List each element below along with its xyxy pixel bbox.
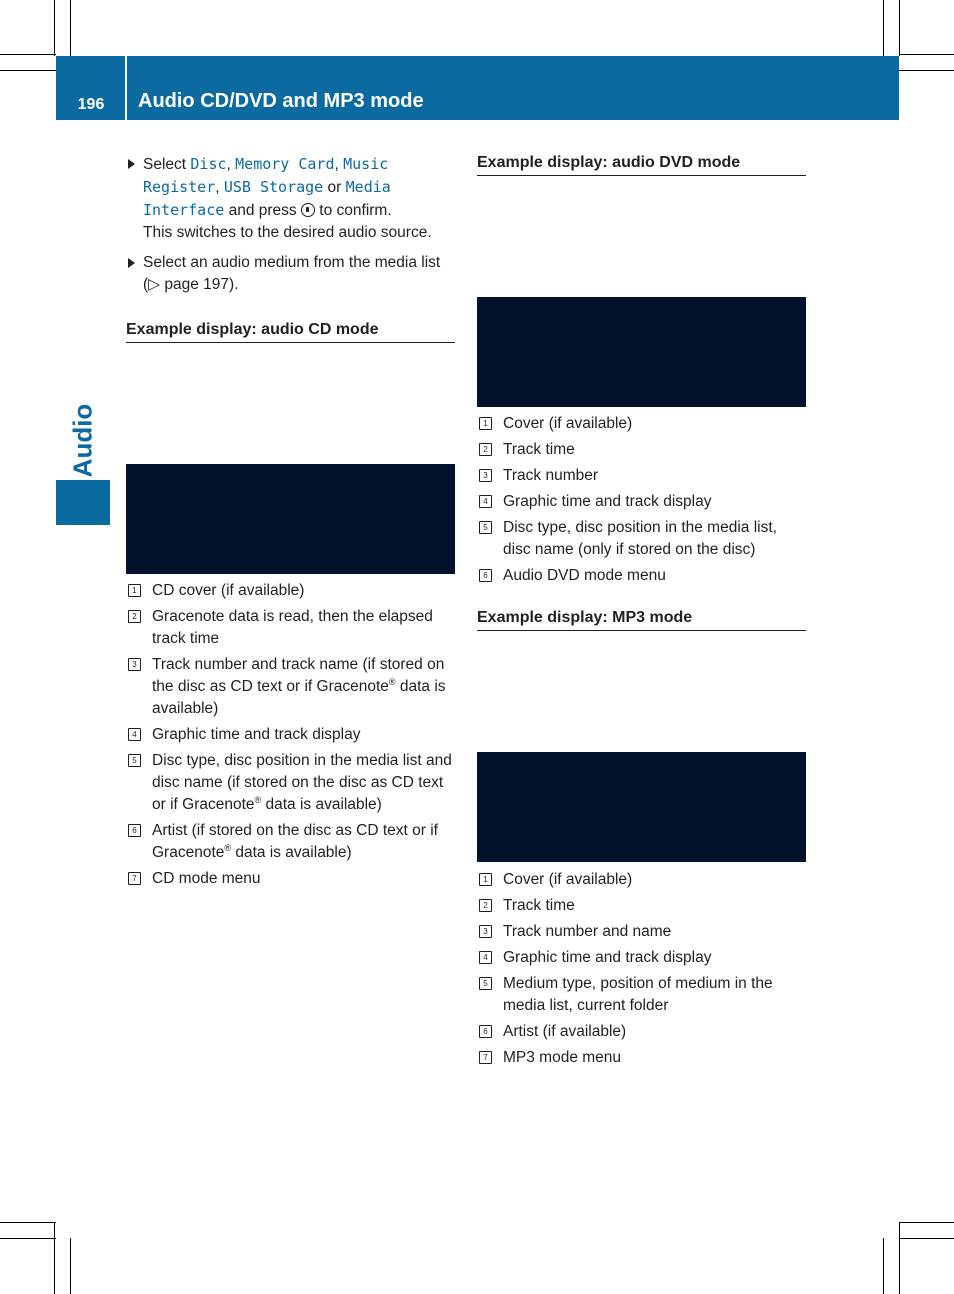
dvd-display-image bbox=[477, 297, 806, 407]
legend-item bbox=[477, 947, 807, 969]
legend-text: Track number bbox=[503, 467, 599, 484]
cd-display-image bbox=[126, 464, 455, 574]
crop-mark bbox=[54, 0, 55, 56]
crop-mark bbox=[0, 1238, 56, 1239]
section-heading-cd: Example display: audio CD mode bbox=[126, 321, 455, 343]
crop-mark bbox=[0, 54, 56, 55]
option-memory-card: Memory Card bbox=[235, 155, 335, 173]
legend-text: Cover (if available) bbox=[503, 415, 633, 432]
legend-item bbox=[477, 565, 807, 587]
crop-mark bbox=[0, 1222, 56, 1223]
marker-2: 2 bbox=[479, 443, 492, 456]
legend-text: Graphic time and track display bbox=[503, 949, 712, 966]
marker-5: 5 bbox=[479, 977, 492, 990]
option-media-interface: Media Interface bbox=[143, 178, 391, 219]
section-heading-dvd: Example display: audio DVD mode bbox=[477, 154, 806, 176]
crop-mark bbox=[899, 1222, 954, 1223]
crop-mark bbox=[70, 0, 71, 56]
legend-item bbox=[126, 606, 456, 650]
legend-text: Graphic time and track display bbox=[503, 493, 712, 510]
legend-text: Medium type, position of medium in the media list, current folder bbox=[503, 975, 773, 1014]
marker-1: 1 bbox=[128, 584, 141, 597]
legend-item bbox=[477, 517, 807, 561]
legend-text: Track time bbox=[503, 897, 575, 914]
header-divider bbox=[125, 56, 127, 120]
legend-item bbox=[126, 654, 456, 720]
legend-item bbox=[126, 750, 456, 816]
legend-item bbox=[477, 973, 807, 1017]
marker-5: 5 bbox=[479, 521, 492, 534]
marker-3: 3 bbox=[479, 925, 492, 938]
crop-mark bbox=[899, 54, 954, 55]
instruction-step: Select Disc, Memory Card, Music Register, USB Storage or Media Interface and press to confirm. This switches to the desired audio source. bbox=[126, 153, 456, 244]
marker-6: 6 bbox=[479, 1025, 492, 1038]
legend-text: Artist (if available) bbox=[503, 1023, 627, 1040]
marker-1: 1 bbox=[479, 873, 492, 886]
legend-item bbox=[477, 869, 807, 891]
side-tab-block bbox=[56, 480, 110, 525]
marker-4: 4 bbox=[479, 495, 492, 508]
legend-item bbox=[477, 465, 807, 487]
step-arrow-icon bbox=[128, 159, 135, 169]
legend-item bbox=[477, 895, 807, 917]
legend-text: Artist (if stored on the disc as CD text or if Gracenote® data is available) bbox=[152, 822, 438, 861]
marker-4: 4 bbox=[128, 728, 141, 741]
crop-mark bbox=[883, 0, 884, 56]
legend-item bbox=[477, 439, 807, 461]
step-result: This switches to the desired audio source. bbox=[143, 224, 432, 241]
legend-item bbox=[477, 491, 807, 513]
marker-7: 7 bbox=[479, 1051, 492, 1064]
legend-text: Track number and name bbox=[503, 923, 672, 940]
option-usb-storage: USB Storage bbox=[223, 178, 324, 196]
legend-text: Audio DVD mode menu bbox=[503, 567, 666, 584]
crop-mark bbox=[0, 70, 56, 71]
instruction-step bbox=[126, 252, 456, 296]
marker-6: 6 bbox=[128, 824, 141, 837]
marker-3: 3 bbox=[128, 658, 141, 671]
legend-text: Track time bbox=[503, 441, 575, 458]
legend-text: CD mode menu bbox=[152, 870, 261, 887]
step-text: Select an audio medium from the media list (▷ page 197). bbox=[143, 254, 441, 293]
legend-text: Disc type, disc position in the media list, disc name (only if stored on the disc) bbox=[503, 519, 777, 558]
legend-text: Disc type, disc position in the media list and disc name (if stored on the disc as CD text or if Gracenote® data is available) bbox=[152, 752, 452, 813]
step-text: Select bbox=[143, 156, 187, 173]
legend-item bbox=[477, 921, 807, 943]
page-title: Audio CD/DVD and MP3 mode bbox=[138, 90, 424, 112]
section-heading-mp3: Example display: MP3 mode bbox=[477, 609, 806, 631]
marker-2: 2 bbox=[128, 610, 141, 623]
legend-item bbox=[477, 413, 807, 435]
side-tab-label bbox=[56, 400, 110, 480]
crop-mark bbox=[70, 1238, 71, 1294]
left-column bbox=[126, 153, 456, 304]
legend-text: CD cover (if available) bbox=[152, 582, 305, 599]
legend-item bbox=[126, 820, 456, 864]
mp3-display-image bbox=[477, 752, 806, 862]
legend-text: Track number and track name (if stored on the disc as CD text or if Gracenote® data is available) bbox=[152, 656, 446, 717]
step-text: to confirm. bbox=[319, 202, 392, 219]
step-arrow-icon bbox=[128, 258, 135, 268]
step-text: or bbox=[327, 179, 342, 196]
legend-text: Graphic time and track display bbox=[152, 726, 361, 743]
legend-item bbox=[477, 1021, 807, 1043]
legend-item bbox=[126, 868, 456, 890]
option-disc: Disc bbox=[190, 155, 227, 173]
crop-mark bbox=[899, 70, 954, 71]
marker-5: 5 bbox=[128, 754, 141, 767]
step-text: and press bbox=[228, 202, 297, 219]
dvd-legend bbox=[477, 413, 807, 591]
legend-text: MP3 mode menu bbox=[503, 1049, 622, 1066]
page-number: 196 bbox=[77, 96, 105, 113]
crop-mark bbox=[54, 1222, 55, 1294]
marker-2: 2 bbox=[479, 899, 492, 912]
legend-text: Cover (if available) bbox=[503, 871, 633, 888]
legend-text: Gracenote data is read, then the elapsed track time bbox=[152, 608, 433, 647]
crop-mark bbox=[883, 1238, 884, 1294]
marker-4: 4 bbox=[479, 951, 492, 964]
crop-mark bbox=[899, 1238, 954, 1239]
marker-6: 6 bbox=[479, 569, 492, 582]
side-tab-text: Audio bbox=[67, 403, 98, 477]
legend-item bbox=[126, 724, 456, 746]
marker-7: 7 bbox=[128, 872, 141, 885]
controller-press-icon bbox=[301, 203, 315, 217]
crop-mark bbox=[899, 0, 900, 56]
marker-1: 1 bbox=[479, 417, 492, 430]
mp3-legend bbox=[477, 869, 807, 1073]
marker-3: 3 bbox=[479, 469, 492, 482]
crop-mark bbox=[899, 1222, 900, 1294]
cd-legend bbox=[126, 580, 456, 894]
option-music-register: Music Register bbox=[143, 155, 389, 196]
legend-item bbox=[126, 580, 456, 602]
legend-item bbox=[477, 1047, 807, 1069]
